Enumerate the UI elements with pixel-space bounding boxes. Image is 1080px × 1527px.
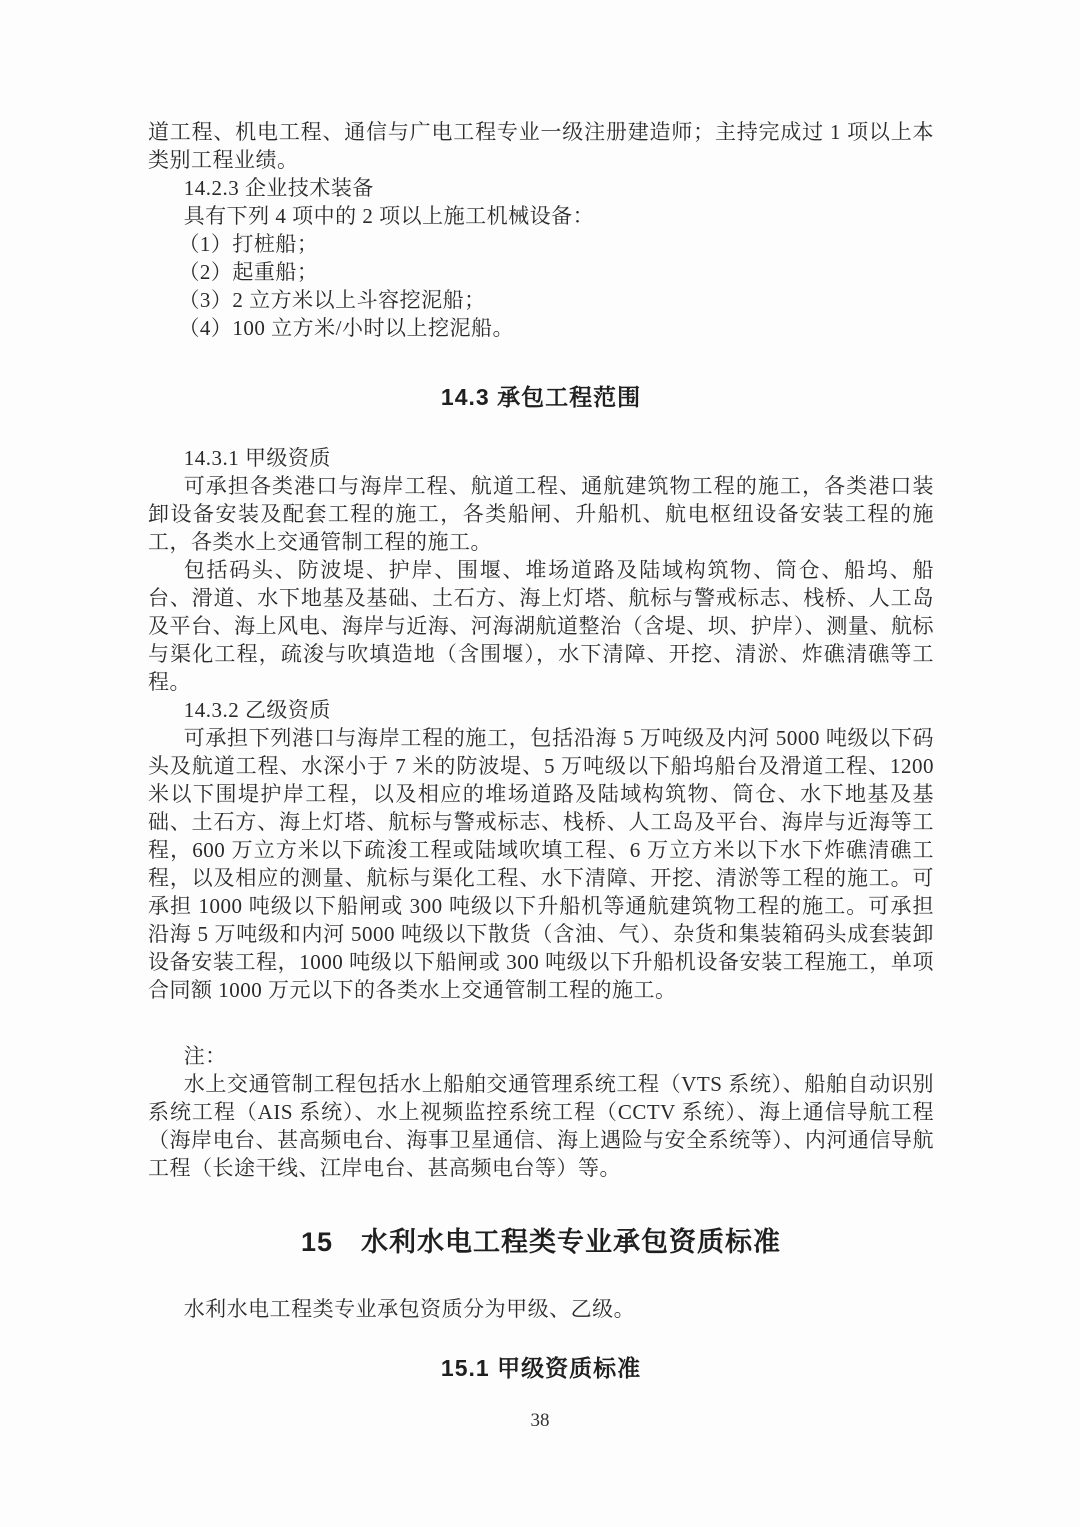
section-15-1-heading: 15.1 甲级资质标准 xyxy=(440,1355,642,1381)
list-item-4: （4）100 立方米/小时以上挖泥船。 xyxy=(178,316,515,340)
section-14-3-heading: 14.3 承包工程范围 xyxy=(440,384,642,410)
list-item-2: （2）起重船； xyxy=(178,260,319,284)
section-14-3-1-para1: 可承担各类港口与海岸工程、航道工程、通航建筑物工程的施工，各类港口装卸设备安装及配套工程的施工，各类船闸、升船机、航电枢纽设备安装工程的施工，各类水上交通管制工程的施工。 xyxy=(148,474,934,554)
section-15-heading: 15 水利水电工程类专业承包资质标准 xyxy=(300,1227,782,1257)
note-label: 注： xyxy=(183,1044,227,1068)
section-14-2-3-heading: 14.2.3 企业技术装备 xyxy=(183,176,374,200)
section-14-2-3-lead: 具有下列 4 项中的 2 项以上施工机械设备： xyxy=(183,204,595,228)
section-14-3-1-heading: 14.3.1 甲级资质 xyxy=(183,446,331,470)
section-14-3-2-heading: 14.3.2 乙级资质 xyxy=(183,698,331,722)
section-14-3-1-para2: 包括码头、防波堤、护岸、围堰、堆场道路及陆域构筑物、筒仓、船坞、船台、滑道、水下地基及基础、土石方、海上灯塔、航标与警戒标志、栈桥、人工岛及平台、海上风电、海岸与近海、河海湖航道整治（含堤、坝、护岸）、测量、航标与渠化工程，疏浚与吹填造地（含围堰），水下清障、开挖、清淤、炸礁清礁等工程。 xyxy=(148,558,934,694)
section-15-intro: 水利水电工程类专业承包资质分为甲级、乙级。 xyxy=(183,1297,636,1321)
note-text: 水上交通管制工程包括水上船舶交通管理系统工程（VTS 系统）、船舶自动识别系统工程（AIS 系统）、水上视频监控系统工程（CCTV 系统）、海上通信导航工程（海岸电台、甚高频电台、海事卫星通信、海上遇险与安全系统等）、内河通信导航工程（长途干线、江岸电台、甚高频电台等）等。 xyxy=(148,1072,934,1180)
list-item-3: （3）2 立方米以上斗容挖泥船； xyxy=(178,288,486,312)
section-14-3-2-para1: 可承担下列港口与海岸工程的施工，包括沿海 5 万吨级及内河 5000 吨级以下码头及航道工程、水深小于 7 米的防波堤、5 万吨级以下船坞船台及滑道工程、1200 米以下围堤护岸工程，以及相应的堆场道路及陆域构筑物、筒仓、水下地基及基础、土石方、海上灯塔、航标与警戒标志、栈桥、人工岛及平台、海岸与近海等工程，600 万立方米以下疏浚工程或陆域吹填工程、6 万立方米以下水下炸礁清礁工程，以及相应的测量、航标与渠化工程、水下清障、开挖、清淤等工程的施工。可承担 1000 吨级以下船闸或 300 吨级以下升船机等通航建筑物工程的施工。可承担沿海 5 万吨级和内河 5000 吨级以下散货（含油、气）、杂货和集装箱码头成套装卸设备安装工程，1000 吨级以下船闸或 300 吨级以下升船机设备安装工程施工，单项合同额 1000 万元以下的各类水上交通管制工程的施工。 xyxy=(148,726,934,1002)
paragraph-continuation: 道工程、机电工程、通信与广电工程专业一级注册建造师；主持完成过 1 项以上本类别工程业绩。 xyxy=(148,120,934,172)
page-number: 38 xyxy=(530,1410,550,1431)
list-item-1: （1）打桩船； xyxy=(178,232,319,256)
